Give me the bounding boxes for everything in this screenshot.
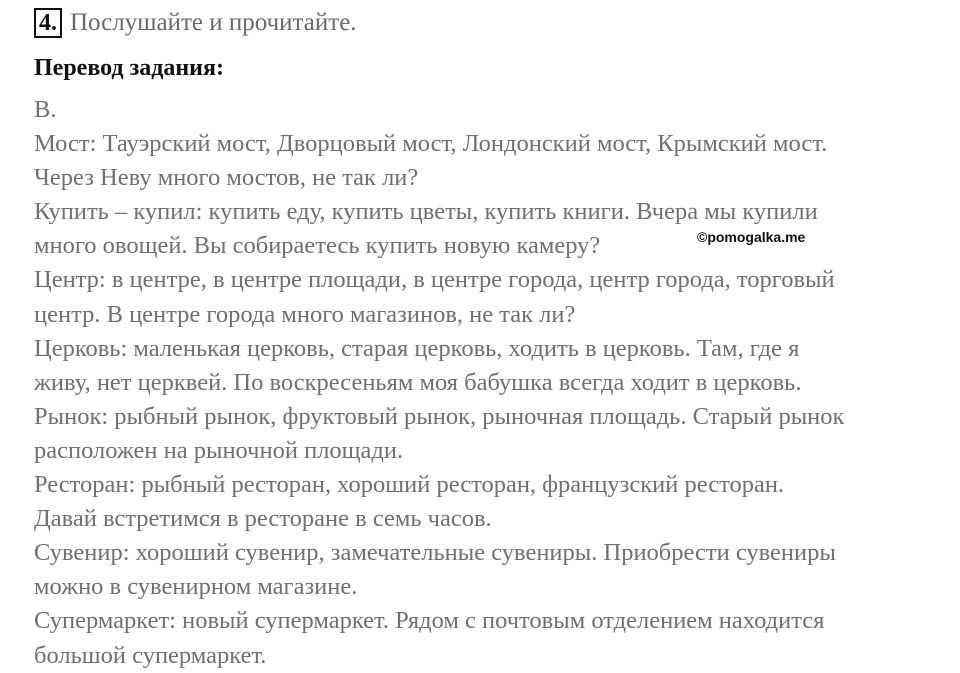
text-line: Церковь: маленькая церковь, старая церковь, ходить в церковь. Там, где я	[34, 334, 800, 362]
task-number-badge: 4.	[34, 8, 62, 38]
text-line: Купить – купил: купить еду, купить цветы, купить книги. Вчера мы купили	[34, 198, 818, 226]
text-line: Давай встретимся в ресторане в семь часов.	[34, 505, 492, 533]
text-line: Ресторан: рыбный ресторан, хороший ресторан, французский ресторан.	[34, 471, 785, 499]
translation-text	[34, 93, 934, 673]
site-watermark: ©pomogalka.me	[697, 229, 806, 245]
text-line: Супермаркет: новый супермаркет. Рядом с почтовым отделением находится	[34, 607, 825, 635]
text-line: много овощей. Вы собираетесь купить новую камеру?	[34, 232, 601, 260]
text-line: Сувенир: хороший сувенир, замечательные сувениры. Приобрести сувениры	[34, 539, 836, 567]
translation-heading: Перевод задания:	[34, 55, 224, 81]
text-line: центр. В центре города много магазинов, не так ли?	[34, 300, 576, 328]
task-header	[34, 6, 357, 40]
text-line: можно в сувенирном магазине.	[34, 573, 358, 601]
text-line: Мост: Тауэрский мост, Дворцовый мост, Лондонский мост, Крымский мост.	[34, 130, 828, 158]
text-line: Через Неву много мостов, не так ли?	[34, 164, 419, 192]
text-line: большой супермаркет.	[34, 641, 267, 669]
text-line: Центр: в центре, в центре площади, в центре города, центр города, торговый	[34, 266, 835, 294]
text-line: живу, нет церквей. По воскресеньям моя бабушка всегда ходит в церковь.	[34, 368, 802, 396]
text-line: B.	[34, 96, 57, 123]
text-line: расположен на рыночной площади.	[34, 436, 404, 464]
task-title: Послушайте и прочитайте.	[70, 9, 357, 36]
text-line: Рынок: рыбный рынок, фруктовый рынок, рыночная площадь. Старый рынок	[34, 402, 845, 430]
